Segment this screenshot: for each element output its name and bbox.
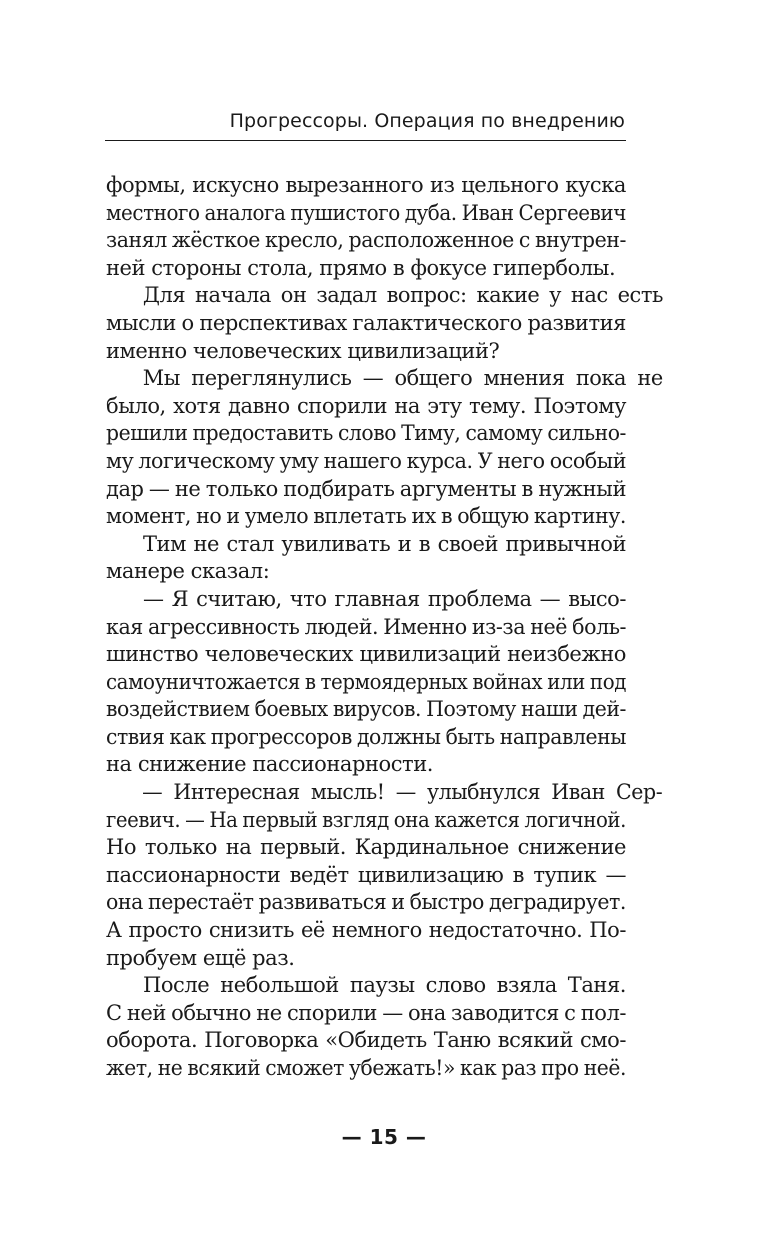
text-line: решили предоставить слово Тиму, самому сильно- bbox=[106, 421, 627, 446]
text-line: воздействием боевых вирусов. Поэтому наши дей- bbox=[106, 697, 626, 722]
paragraph bbox=[106, 365, 663, 531]
text-line: Тим не стал увиливать и в своей привычной bbox=[143, 531, 626, 556]
paragraph bbox=[106, 172, 626, 282]
text-line: ствия как прогрессоров должны быть направлены bbox=[106, 724, 626, 749]
text-line: мысли о перспективах галактического развития bbox=[106, 310, 626, 335]
paragraph bbox=[106, 531, 626, 586]
text-line: — Я считаю, что главная проблема — высо- bbox=[143, 586, 626, 611]
text-line: момент, но и умело вплетать их в общую картину. bbox=[106, 504, 626, 529]
text-line: шинство человеческих цивилизаций неизбежно bbox=[106, 642, 626, 667]
text-line: местного аналога пушистого дуба. Иван Сергеевич bbox=[106, 200, 626, 225]
paragraph bbox=[106, 586, 626, 779]
paragraph bbox=[106, 972, 626, 1082]
text-line: Но только на первый. Кардинальное снижение bbox=[106, 835, 626, 860]
text-line: ней стороны стола, прямо в фокусе гиперболы. bbox=[106, 255, 616, 280]
text-line: — Интересная мысль! — улыбнулся Иван Сер- bbox=[142, 780, 663, 805]
text-line: манере сказал: bbox=[106, 559, 270, 584]
text-line: пассионарности ведёт цивилизацию в тупик — bbox=[106, 862, 626, 887]
text-line: С ней обычно не спорили — она заводится с пол- bbox=[106, 1000, 626, 1025]
text-line: самоуничтожается в термоядерных войнах или под bbox=[106, 669, 626, 694]
text-line: оборота. Поговорка «Обидеть Таню всякий смо- bbox=[106, 1028, 626, 1053]
text-line: Мы переглянулись — общего мнения пока не bbox=[142, 366, 663, 391]
text-line: именно человеческих цивилизаций? bbox=[106, 338, 500, 363]
header-rule bbox=[105, 140, 626, 141]
text-line: Для начала он задал вопрос: какие у нас есть bbox=[142, 283, 663, 308]
text-line: После небольшой паузы слово взяла Таня. bbox=[143, 973, 626, 998]
text-line: А просто снизить её немного недостаточно. По- bbox=[106, 918, 626, 943]
text-line: пробуем ещё раз. bbox=[106, 945, 295, 970]
text-line: кая агрессивность людей. Именно из-за неё боль- bbox=[106, 614, 627, 639]
page-number: — 15 — bbox=[341, 1125, 427, 1149]
text-line: геевич. — На первый взгляд она кажется логичной. bbox=[106, 807, 626, 832]
text-line: му логическому уму нашего курса. У него особый bbox=[106, 448, 627, 473]
paragraph bbox=[106, 779, 663, 972]
text-line: формы, искусно вырезанного из цельного куска bbox=[106, 173, 626, 197]
running-head: Прогрессоры. Операция по внедрению bbox=[229, 110, 625, 132]
text-line: она перестаёт развиваться и быстро деградирует. bbox=[106, 890, 627, 915]
text-line: дар — не только подбирать аргументы в нужный bbox=[106, 476, 626, 501]
text-line: на снижение пассионарности. bbox=[106, 752, 433, 777]
body-text bbox=[106, 172, 663, 1083]
text-line: занял жёсткое кресло, расположенное с внутрен- bbox=[106, 228, 626, 253]
text-line: жет, не всякий сможет убежать!» как раз про неё. bbox=[106, 1056, 626, 1080]
text-line: было, хотя давно спорили на эту тему. Поэтому bbox=[106, 393, 626, 418]
paragraph bbox=[106, 282, 663, 365]
